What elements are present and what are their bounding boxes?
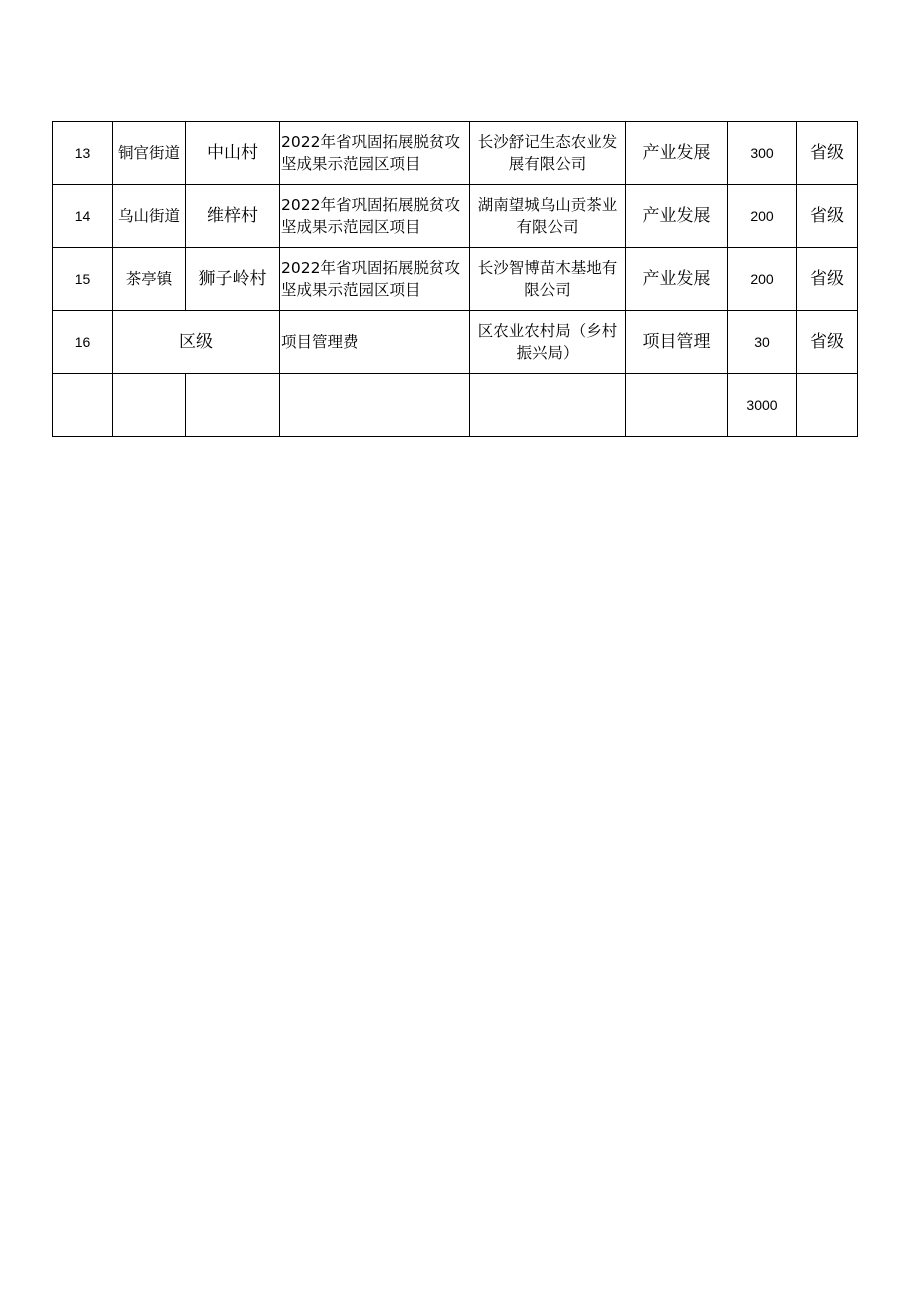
total-amount-cell: 3000 xyxy=(728,374,797,437)
row-number: 13 xyxy=(53,122,113,185)
row-number: 15 xyxy=(53,248,113,311)
total-row xyxy=(53,374,858,437)
row-number: 14 xyxy=(53,185,113,248)
implementing-unit-cell: 长沙舒记生态农业发展有限公司 xyxy=(470,122,626,185)
empty-cell xyxy=(113,374,186,437)
empty-cell xyxy=(280,374,470,437)
empty-cell xyxy=(470,374,626,437)
level-cell: 省级 xyxy=(797,185,858,248)
project-name-cell: 2022年省巩固拓展脱贫攻坚成果示范园区项目 xyxy=(280,248,470,311)
row-number: 16 xyxy=(53,311,113,374)
area-cell: 区级 xyxy=(113,311,280,374)
empty-cell xyxy=(53,374,113,437)
village-cell: 维梓村 xyxy=(186,185,280,248)
level-cell: 省级 xyxy=(797,311,858,374)
empty-cell xyxy=(797,374,858,437)
fund-allocation-table xyxy=(52,121,858,437)
village-cell: 狮子岭村 xyxy=(186,248,280,311)
level-cell: 省级 xyxy=(797,122,858,185)
category-cell: 产业发展 xyxy=(626,248,728,311)
implementing-unit-cell: 区农业农村局（乡村振兴局） xyxy=(470,311,626,374)
town-cell: 茶亭镇 xyxy=(113,248,186,311)
project-name-cell: 2022年省巩固拓展脱贫攻坚成果示范园区项目 xyxy=(280,185,470,248)
category-cell: 产业发展 xyxy=(626,185,728,248)
project-name-cell: 2022年省巩固拓展脱贫攻坚成果示范园区项目 xyxy=(280,122,470,185)
empty-cell xyxy=(626,374,728,437)
implementing-unit-cell: 长沙智博苗木基地有限公司 xyxy=(470,248,626,311)
category-cell: 项目管理 xyxy=(626,311,728,374)
village-cell: 中山村 xyxy=(186,122,280,185)
amount-cell: 300 xyxy=(728,122,797,185)
level-cell: 省级 xyxy=(797,248,858,311)
table-row xyxy=(53,122,858,185)
table-row xyxy=(53,248,858,311)
table-row xyxy=(53,311,858,374)
implementing-unit-cell: 湖南望城乌山贡茶业有限公司 xyxy=(470,185,626,248)
amount-cell: 200 xyxy=(728,248,797,311)
town-cell: 乌山街道 xyxy=(113,185,186,248)
table-row xyxy=(53,185,858,248)
empty-cell xyxy=(186,374,280,437)
category-cell: 产业发展 xyxy=(626,122,728,185)
project-name-cell: 项目管理费 xyxy=(280,311,470,374)
amount-cell: 200 xyxy=(728,185,797,248)
town-cell: 铜官街道 xyxy=(113,122,186,185)
amount-cell: 30 xyxy=(728,311,797,374)
